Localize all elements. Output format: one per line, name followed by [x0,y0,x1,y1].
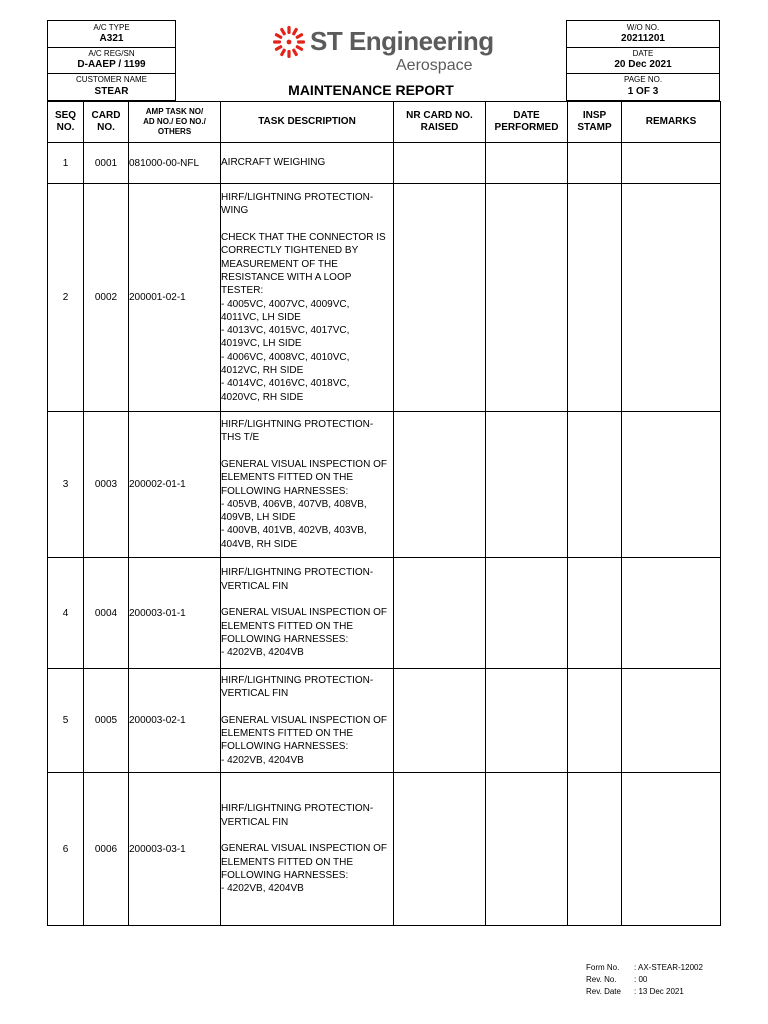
company-logo [272,24,494,80]
remarks-cell [622,412,721,558]
rev-date-value: : 13 Dec 2021 [634,987,684,996]
description-line: HIRF/LIGHTNING PROTECTION- [221,674,374,686]
card-cell: 0005 [84,669,129,773]
date-performed-cell [486,184,568,412]
nr-card-cell [394,773,486,926]
card-cell: 0001 [84,143,129,184]
description-line: - 400VB, 401VB, 402VB, 403VB, [221,525,367,537]
nr-card-cell [394,143,486,184]
divider [567,47,719,48]
table-row [48,773,721,926]
card-cell: 0004 [84,558,129,669]
description-line: - 4006VC, 4008VC, 4010VC, [221,351,350,363]
rev-date-line [586,986,726,998]
nr-card-cell [394,184,486,412]
ac-type-label: A/C TYPE [93,23,130,32]
description-line: THS T/E [221,432,260,444]
description-line: 4020VC, RH SIDE [221,391,304,403]
rev-no-label: Rev. No. [586,975,617,984]
customer-value: STEAR [94,86,129,97]
date-value: 20 Dec 2021 [614,59,672,70]
remarks-cell [622,773,721,926]
divider [48,73,175,74]
divider [48,47,175,48]
col-remarks-header: REMARKS [622,102,721,143]
header-row [48,102,721,143]
description-line: - 4202VB, 4204VB [221,754,304,766]
col-seq-header: SEQ NO. [48,102,84,143]
amp-task-cell: 200003-03-1 [129,773,221,926]
description-line: GENERAL VISUAL INSPECTION OF [221,843,387,855]
table-row [48,184,721,412]
table-row [48,669,721,773]
aircraft-info-box [47,20,176,101]
logo-name: ST Engineering [310,26,494,56]
description-line: FOLLOWING HARNESSES: [221,741,349,753]
description-line: GENERAL VISUAL INSPECTION OF [221,714,387,726]
description-line: CHECK THAT THE CONNECTOR IS [221,232,386,244]
wo-value: 20211201 [621,33,665,44]
description-line: - 405VB, 406VB, 407VB, 408VB, [221,498,367,510]
description-line: ELEMENTS FITTED ON THE [221,856,354,868]
description-line: WING [221,205,249,217]
amp-task-cell: 200003-02-1 [129,669,221,773]
date-performed-cell [486,143,568,184]
insp-stamp-cell [568,558,622,669]
description-line: MEASUREMENT OF THE [221,258,338,270]
description-line: ELEMENTS FITTED ON THE [221,728,354,740]
description-line: HIRF/LIGHTNING PROTECTION- [221,419,374,431]
ac-reg-value: D-AAEP / 1199 [77,59,146,70]
description-line: - 4005VC, 4007VC, 4009VC, [221,298,350,310]
insp-stamp-cell [568,412,622,558]
seq-cell: 2 [48,184,84,412]
task-table [47,101,721,926]
description-line: - 4014VC, 4016VC, 4018VC, [221,378,350,390]
description-line: - 4202VB, 4204VB [221,883,304,895]
description-line: AIRCRAFT WEIGHING [221,157,326,169]
card-cell: 0002 [84,184,129,412]
task-description-cell [221,184,394,412]
description-line: VERTICAL FIN [221,580,289,592]
description-line: FOLLOWING HARNESSES: [221,869,349,881]
description-line [221,701,393,714]
description-line: 4011VC, LH SIDE [221,311,301,323]
task-description-cell [221,412,394,558]
task-description-cell [221,558,394,669]
insp-stamp-cell [568,773,622,926]
seq-cell: 4 [48,558,84,669]
description-line: TESTER: [221,285,264,297]
description-line: RESISTANCE WITH A LOOP [221,271,352,283]
seq-cell: 6 [48,773,84,926]
table-row [48,412,721,558]
description-line [221,593,393,606]
description-line: 4012VC, RH SIDE [221,364,304,376]
date-label: DATE [632,49,654,58]
date-performed-cell [486,773,568,926]
insp-stamp-cell [568,143,622,184]
insp-stamp-cell [568,669,622,773]
col-amp-header: AMP TASK NO/ AD NO./ EO NO./ OTHERS [129,102,221,143]
col-insp-header: INSP STAMP [568,102,622,143]
seq-cell: 5 [48,669,84,773]
date-performed-cell [486,412,568,558]
amp-task-cell: 200003-01-1 [129,558,221,669]
description-line: VERTICAL FIN [221,688,289,700]
description-line: GENERAL VISUAL INSPECTION OF [221,607,387,619]
nr-card-cell [394,558,486,669]
date-performed-cell [486,558,568,669]
description-line [221,218,393,231]
divider [567,73,719,74]
description-line [221,445,393,458]
description-line: HIRF/LIGHTNING PROTECTION- [221,567,374,579]
description-line: 404VB, RH SIDE [221,538,298,550]
report-title: MAINTENANCE REPORT [288,82,454,98]
description-line: ELEMENTS FITTED ON THE [221,620,354,632]
description-line [221,829,393,842]
table-row [48,558,721,669]
insp-stamp-cell [568,184,622,412]
logo-sub: Aerospace [396,57,473,74]
remarks-cell [622,143,721,184]
work-order-box [566,20,720,101]
rev-no-line [586,974,726,986]
task-description-cell [221,773,394,926]
amp-task-cell: 081000-00-NFL [129,143,221,184]
rev-date-label: Rev. Date [586,987,621,996]
nr-card-cell [394,412,486,558]
page-label: PAGE NO. [623,75,663,84]
description-line: GENERAL VISUAL INSPECTION OF [221,458,387,470]
amp-task-cell: 200002-01-1 [129,412,221,558]
description-line: HIRF/LIGHTNING PROTECTION- [221,803,374,815]
ac-reg-label: A/C REG/SN [88,49,135,58]
ac-type-value: A321 [99,33,124,44]
description-line: - 4202VB, 4204VB [221,647,304,659]
wo-label: W/O NO. [626,23,660,32]
card-cell: 0003 [84,412,129,558]
task-description-cell [221,669,394,773]
col-card-header: CARD NO. [84,102,129,143]
card-cell: 0006 [84,773,129,926]
form-no-value: : AX-STEAR-12002 [634,963,703,972]
description-line: 4019VC, LH SIDE [221,338,302,350]
task-description-cell [221,143,394,184]
task-rows [48,143,721,926]
description-line: FOLLOWING HARNESSES: [221,485,349,497]
amp-task-cell: 200001-02-1 [129,184,221,412]
starburst-icon [272,25,306,59]
form-no-line [586,962,726,974]
description-line: ELEMENTS FITTED ON THE [221,472,354,484]
description-line: HIRF/LIGHTNING PROTECTION- [221,192,374,204]
remarks-cell [622,184,721,412]
rev-no-value: : 00 [634,975,648,984]
form-info [586,962,726,998]
remarks-cell [622,558,721,669]
seq-cell: 3 [48,412,84,558]
table-row [48,143,721,184]
col-desc-header: TASK DESCRIPTION [221,102,394,143]
nr-card-cell [394,669,486,773]
form-no-label: Form No. [586,963,620,972]
description-line: CORRECTLY TIGHTENED BY [221,245,359,257]
description-line: 409VB, LH SIDE [221,512,296,524]
remarks-cell [622,669,721,773]
description-line: FOLLOWING HARNESSES: [221,633,349,645]
col-nr-header: NR CARD NO. RAISED [394,102,486,143]
date-performed-cell [486,669,568,773]
page-value: 1 OF 3 [627,86,659,97]
description-line: VERTICAL FIN [221,816,289,828]
customer-label: CUSTOMER NAME [76,75,147,84]
seq-cell: 1 [48,143,84,184]
description-line: - 4013VC, 4015VC, 4017VC, [221,325,350,337]
col-date-header: DATE PERFORMED [486,102,568,143]
